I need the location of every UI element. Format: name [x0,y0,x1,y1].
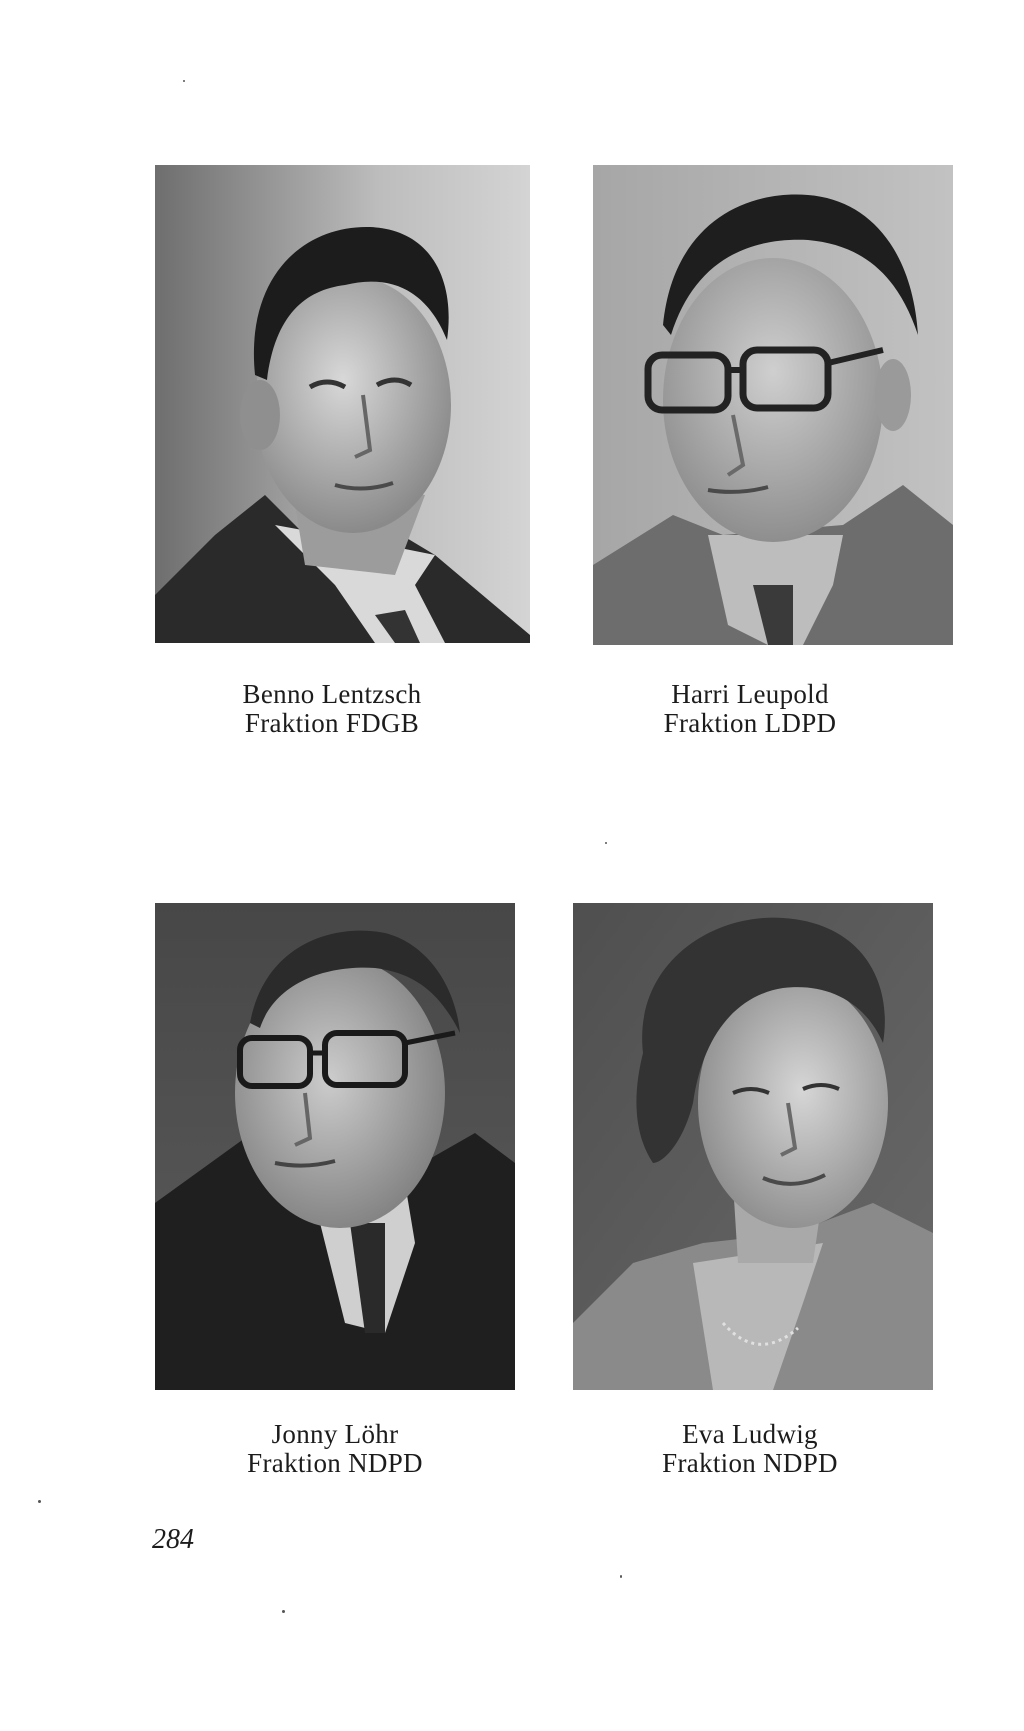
portrait-name: Jonny Löhr [271,1419,399,1449]
portrait-photo-jonny-loehr [155,903,515,1390]
portrait-faction: Fraktion FDGB [244,708,420,738]
portrait-image [155,903,515,1390]
portrait-image [573,903,933,1390]
portrait-image [593,165,953,645]
scan-speck [605,842,607,844]
portrait-caption-harri-leupold [600,680,900,738]
portrait-faction: Fraktion NDPD [247,1448,423,1478]
portrait-caption-eva-ludwig [600,1420,900,1478]
scan-speck [38,1500,41,1503]
portrait-name: Benno Lentzsch [242,679,422,709]
portrait-photo-harri-leupold [593,165,953,645]
page-number: 284 [152,1524,194,1555]
portrait-name: Harri Leupold [671,679,829,709]
portrait-image [155,165,530,643]
portrait-caption-benno-lentzsch [182,680,482,738]
scan-speck [620,1575,622,1578]
portrait-photo-eva-ludwig [573,903,933,1390]
portrait-name: Eva Ludwig [682,1419,818,1449]
portrait-faction: Fraktion LDPD [663,708,837,738]
portrait-photo-benno-lentzsch [155,165,530,643]
scan-speck [183,80,185,82]
scan-speck [282,1610,285,1613]
portrait-faction: Fraktion NDPD [662,1448,838,1478]
portrait-caption-jonny-loehr [185,1420,485,1478]
